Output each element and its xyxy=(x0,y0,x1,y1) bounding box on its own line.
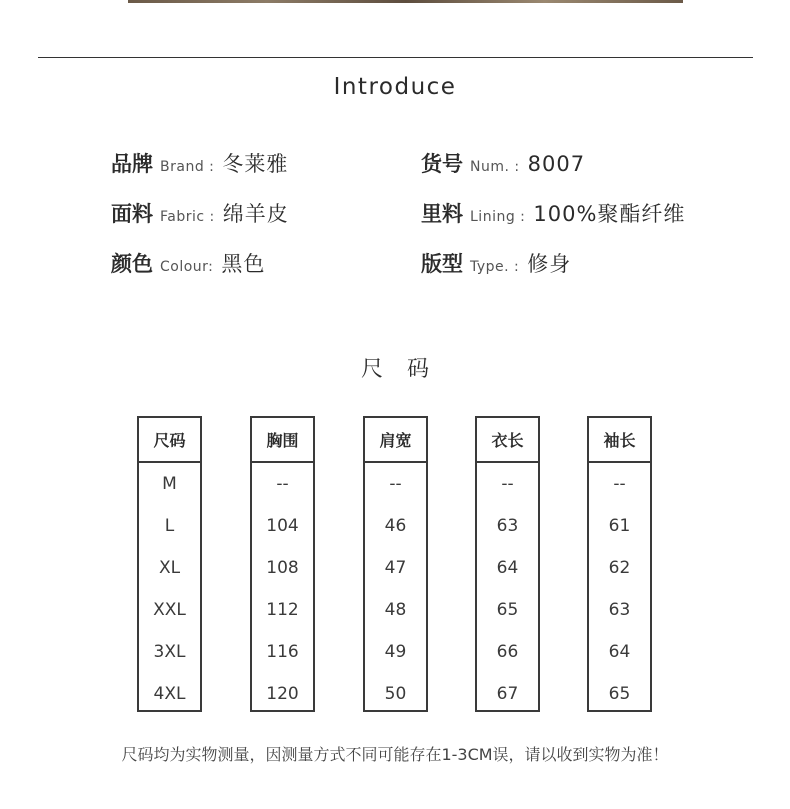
column-header: 袖长 xyxy=(589,418,650,463)
section-divider xyxy=(38,57,753,58)
attr-label-en: Colour: xyxy=(160,259,214,275)
table-cell: 62 xyxy=(608,558,631,578)
measurement-note: 尺码均为实物测量，因测量方式不同可能存在1-3CM误，请以收到实物为准！ xyxy=(121,745,669,764)
column-header: 胸围 xyxy=(252,418,313,463)
column-header: 尺码 xyxy=(139,418,200,463)
table-cell: 3XL xyxy=(153,642,186,662)
attr-type xyxy=(421,248,571,278)
attr-label-en: Lining : xyxy=(470,209,526,225)
table-cell: 66 xyxy=(496,642,519,662)
table-cell: -- xyxy=(613,474,626,494)
table-cell: XXL xyxy=(153,600,186,620)
table-cell: M xyxy=(162,474,177,494)
attr-label-zh: 货号 xyxy=(421,152,463,176)
table-cell: 4XL xyxy=(153,684,186,704)
size-column-sleeve xyxy=(587,416,652,712)
table-cell: XL xyxy=(158,558,181,578)
attr-colour xyxy=(111,248,265,278)
attr-value: 8007 xyxy=(527,152,586,176)
size-column-size xyxy=(137,416,202,712)
table-cell: 112 xyxy=(266,600,299,620)
attr-value: 黑色 xyxy=(221,252,266,276)
table-cell: 64 xyxy=(496,558,519,578)
table-cell: 47 xyxy=(384,558,407,578)
attr-value: 冬莱雅 xyxy=(222,152,289,176)
table-cell: 104 xyxy=(266,516,299,536)
introduce-heading: Introduce xyxy=(333,74,457,100)
attr-label-en: Fabric : xyxy=(160,209,215,225)
table-cell: -- xyxy=(389,474,402,494)
attr-fabric xyxy=(111,198,289,228)
table-cell: 67 xyxy=(496,684,519,704)
table-cell: 63 xyxy=(496,516,519,536)
column-header: 肩宽 xyxy=(365,418,426,463)
table-cell: -- xyxy=(501,474,514,494)
table-cell: 50 xyxy=(384,684,407,704)
attr-value: 100%聚酯纤维 xyxy=(533,202,686,226)
attr-value: 修身 xyxy=(527,252,572,276)
column-header: 衣长 xyxy=(477,418,538,463)
table-cell: 65 xyxy=(608,684,631,704)
size-column-chest xyxy=(250,416,315,712)
table-cell: 116 xyxy=(266,642,299,662)
attr-label-zh: 里料 xyxy=(421,202,463,226)
table-cell: -- xyxy=(276,474,289,494)
table-cell: 46 xyxy=(384,516,407,536)
size-column-length xyxy=(475,416,540,712)
attr-label-zh: 颜色 xyxy=(111,252,153,276)
table-cell: L xyxy=(164,516,175,536)
attr-label-en: Type. : xyxy=(470,259,520,275)
table-cell: 61 xyxy=(608,516,631,536)
attr-num xyxy=(421,148,585,178)
size-chart-title: 尺码 xyxy=(360,357,453,382)
table-cell: 120 xyxy=(266,684,299,704)
table-cell: 65 xyxy=(496,600,519,620)
attr-label-zh: 面料 xyxy=(111,202,153,226)
attr-lining xyxy=(421,198,685,228)
table-cell: 64 xyxy=(608,642,631,662)
size-column-shoulder xyxy=(363,416,428,712)
table-cell: 48 xyxy=(384,600,407,620)
attr-label-en: Num. : xyxy=(470,159,520,175)
attr-label-en: Brand : xyxy=(160,159,215,175)
table-cell: 49 xyxy=(384,642,407,662)
table-cell: 63 xyxy=(608,600,631,620)
table-cell: 108 xyxy=(266,558,299,578)
attr-label-zh: 版型 xyxy=(421,252,463,276)
product-photo-edge xyxy=(128,0,683,3)
attr-label-zh: 品牌 xyxy=(111,152,153,176)
attr-brand xyxy=(111,148,288,178)
attr-value: 绵羊皮 xyxy=(222,202,289,226)
